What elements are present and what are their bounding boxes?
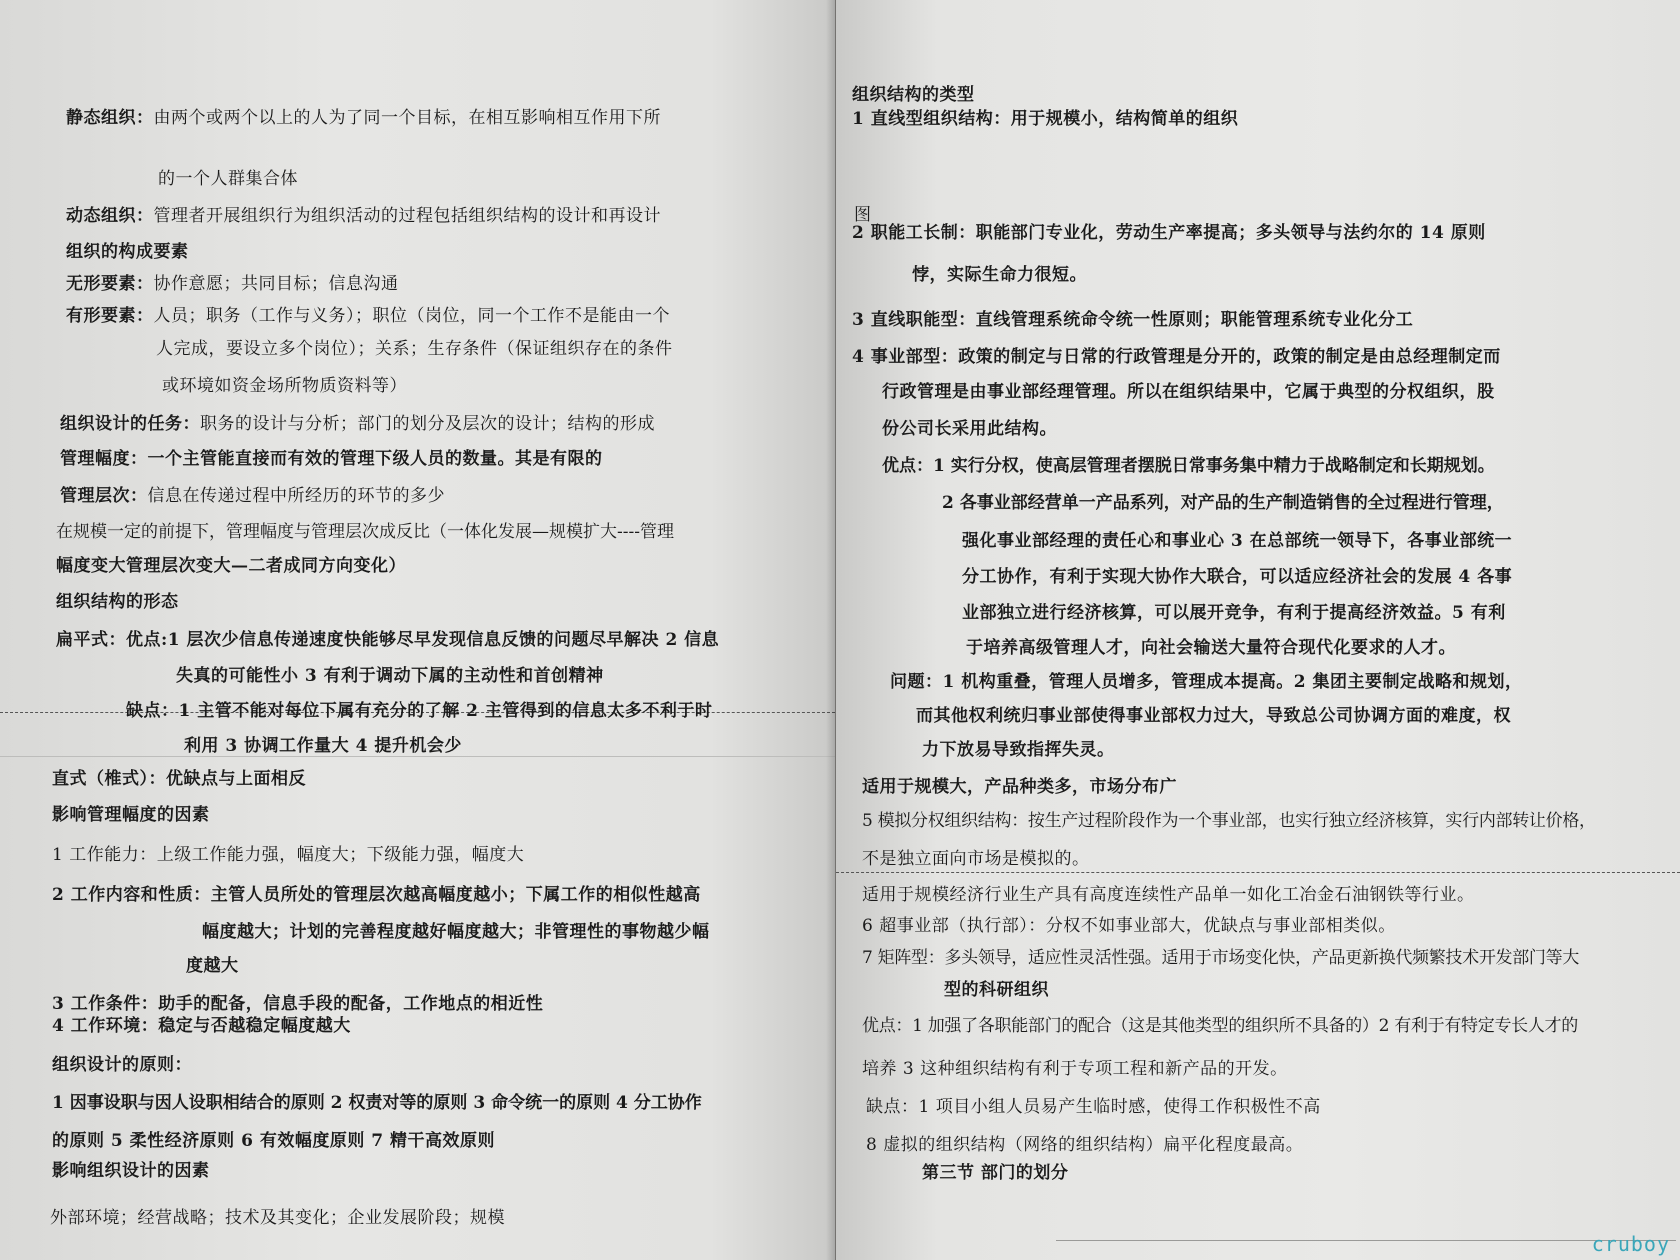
text-line: 问题：1 机构重叠，管理人员增多，管理成本提高。2 集团主要制定战略和规划， xyxy=(890,672,1523,692)
text-line: 的原则 5 柔性经济原则 6 有效幅度原则 7 精干高效原则 xyxy=(52,1131,495,1151)
term-label: 组织设计的任务： xyxy=(60,414,200,434)
term-label: 扁平式： xyxy=(56,630,126,650)
text-line: 5 模拟分权组织结构：按生产过程阶段作为一个事业部，也实行独立经济核算，实行内部转让价格， xyxy=(862,811,1596,831)
text-line: 份公司长采用此结构。 xyxy=(882,419,1057,439)
text-line: 而其他权利统归事业部使得事业部权力过大，导致总公司协调方面的难度，权 xyxy=(916,706,1511,726)
text-line: 优点：1 加强了各职能部门的配合（这是其他类型的组织所不具备的）2 有利于有特定专长人才的 xyxy=(862,1016,1578,1036)
term-text: 人员；职务（工作与义务）；职位（岗位，同一个工作不是能由一个 xyxy=(153,306,670,326)
heading-structure-forms: 组织结构的形态 xyxy=(56,592,179,612)
term-text: 优点:1 层次少信息传递速度快能够尽早发现信息反馈的问题尽早解决 2 信息 xyxy=(126,630,720,650)
text-line: 6 超事业部（执行部）：分权不如事业部大，优缺点与事业部相类似。 xyxy=(862,916,1396,936)
fold-line xyxy=(836,872,1680,873)
text-line: 4 事业部型：政策的制定与日常的行政管理是分开的，政策的制定是由总经理制定而 xyxy=(852,347,1501,367)
text-line: 幅度越大；计划的完善程度越好幅度越大；非管理性的事物越少幅 xyxy=(202,922,710,942)
text-line: 优点：1 实行分权，使高层管理者摆脱日常事务集中精力于战略制定和长期规划。 xyxy=(882,456,1495,476)
right-page xyxy=(836,0,1680,1260)
heading-org-elements: 组织的构成要素 xyxy=(66,242,189,262)
text-line: 直式（椎式）：优缺点与上面相反 xyxy=(52,769,306,789)
def-levels xyxy=(60,485,445,507)
watermark-text: cruboy xyxy=(1591,1232,1670,1256)
page-edge-line xyxy=(1056,1240,1676,1241)
text-line: 分工协作，有利于实现大协作大联合，可以适应经济社会的发展 4 各事 xyxy=(962,567,1513,587)
text-line: 适用于规模大，产品种类多，市场分布广 xyxy=(862,777,1177,797)
def-dynamic-org xyxy=(66,205,661,227)
text-line: 型的科研组织 xyxy=(944,980,1049,1000)
term-text: 信息在传递过程中所经历的环节的多少 xyxy=(147,486,445,506)
text-line: 2 职能工长制：职能部门专业化，劳动生产率提高；多头领导与法约尔的 14 原则 xyxy=(852,223,1486,243)
def-tangible xyxy=(66,305,670,327)
text-line: 或环境如资金场所物质资料等） xyxy=(162,376,407,396)
term-label: 无形要素： xyxy=(66,274,154,294)
text-line: 2 各事业部经营单一产品系列，对产品的生产制造销售的全过程进行管理， xyxy=(942,493,1504,513)
term-text: 一个主管能直接而有效的管理下级人员的数量。其是有限的 xyxy=(147,449,603,469)
heading-span-factors: 影响管理幅度的因素 xyxy=(52,805,210,825)
term-label: 动态组织： xyxy=(66,206,154,226)
def-static-org xyxy=(66,107,661,129)
term-text: 协作意愿；共同目标；信息沟通 xyxy=(153,274,399,294)
text-line: 幅度变大管理层次变大—二者成同方向变化） xyxy=(56,556,406,576)
text-line: 力下放易导致指挥失灵。 xyxy=(922,740,1115,760)
text-line: 不是独立面向市场是模拟的。 xyxy=(862,849,1090,869)
text-line: 7 矩阵型：多头领导，适应性灵活性强。适用于市场变化快，产品更新换代频繁技术开发部门等大 xyxy=(862,948,1580,968)
text-line: 在规模一定的前提下，管理幅度与管理层次成反比（一体化发展—规模扩大----管理 xyxy=(56,522,674,542)
heading-structure-types: 组织结构的类型 xyxy=(852,85,975,105)
def-intangible xyxy=(66,273,399,295)
text-line: 业部独立进行经济核算，可以展开竞争，有利于提高经济效益。5 有利 xyxy=(962,603,1506,623)
fold-line xyxy=(0,756,835,757)
text-line: 2 工作内容和性质：主管人员所处的管理层次越高幅度越小；下属工作的相似性越高 xyxy=(52,885,701,905)
text-line: 人完成，要设立多个岗位）；关系；生存条件（保证组织存在的条件 xyxy=(156,339,673,359)
text-line: 1 直线型组织结构：用于规模小，结构简单的组织 xyxy=(852,109,1239,129)
def-span xyxy=(60,448,603,470)
text-line: 1 因事设职与因人设职相结合的原则 2 权责对等的原则 3 命令统一的原则 4 分工协作 xyxy=(52,1093,702,1113)
text-line: 4 工作环境：稳定与否越稳定幅度越大 xyxy=(52,1016,351,1036)
text-line: 3 直线职能型：直线管理系统命令统一性原则；职能管理系统专业化分工 xyxy=(852,310,1414,330)
text-line: 培养 3 这种组织结构有利于专项工程和新产品的开发。 xyxy=(862,1059,1288,1079)
def-design-task xyxy=(60,413,655,435)
text-line: 行政管理是由事业部经理管理。所以在组织结果中，它属于典型的分权组织，股 xyxy=(882,382,1495,402)
text-line: 度越大 xyxy=(186,956,239,976)
text-line: 缺点：1 项目小组人员易产生临时感，使得工作积极性不高 xyxy=(866,1097,1321,1117)
text-line: 的一个人群集合体 xyxy=(158,169,298,189)
term-text: 由两个或两个以上的人为了同一个目标，在相互影响相互作用下所 xyxy=(153,108,661,128)
text-line: 1 工作能力：上级工作能力强，幅度大；下级能力强，幅度大 xyxy=(52,845,525,865)
text-line: 3 工作条件：助手的配备，信息手段的配备，工作地点的相近性 xyxy=(52,994,544,1014)
term-label: 静态组织： xyxy=(66,108,154,128)
term-text: 管理者开展组织行为组织活动的过程包括组织结构的设计和再设计 xyxy=(153,206,661,226)
section-heading: 第三节 部门的划分 xyxy=(922,1163,1069,1183)
left-page xyxy=(0,0,835,1260)
term-label: 有形要素： xyxy=(66,306,154,326)
text-line: 失真的可能性小 3 有利于调动下属的主动性和首创精神 xyxy=(176,666,604,686)
text-line: 强化事业部经理的责任心和事业心 3 在总部统一领导下，各事业部统一 xyxy=(962,531,1513,551)
text-line: 悖，实际生命力很短。 xyxy=(912,265,1087,285)
text-line: 8 虚拟的组织结构（网络的组织结构）扁平化程度最高。 xyxy=(866,1135,1304,1155)
heading-design-principles: 组织设计的原则： xyxy=(52,1055,192,1075)
text-line: 外部环境；经营战略；技术及其变化；企业发展阶段；规模 xyxy=(50,1208,505,1228)
text-line: 适用于规模经济行业生产具有高度连续性产品单一如化工冶金石油钢铁等行业。 xyxy=(862,885,1475,905)
text-line: 于培养高级管理人才，向社会输送大量符合现代化要求的人才。 xyxy=(966,638,1456,658)
term-label: 管理层次： xyxy=(60,486,148,506)
term-label: 管理幅度： xyxy=(60,449,148,469)
def-flat xyxy=(56,629,719,651)
term-text: 职务的设计与分析；部门的划分及层次的设计；结构的形成 xyxy=(200,414,655,434)
text-line: 利用 3 协调工作量大 4 提升机会少 xyxy=(184,736,462,756)
heading-design-factors: 影响组织设计的因素 xyxy=(52,1161,210,1181)
text-line: 缺点：1 主管不能对每位下属有充分的了解 2 主管得到的信息太多不利于时 xyxy=(126,701,713,721)
text-line: 图 xyxy=(854,205,872,225)
